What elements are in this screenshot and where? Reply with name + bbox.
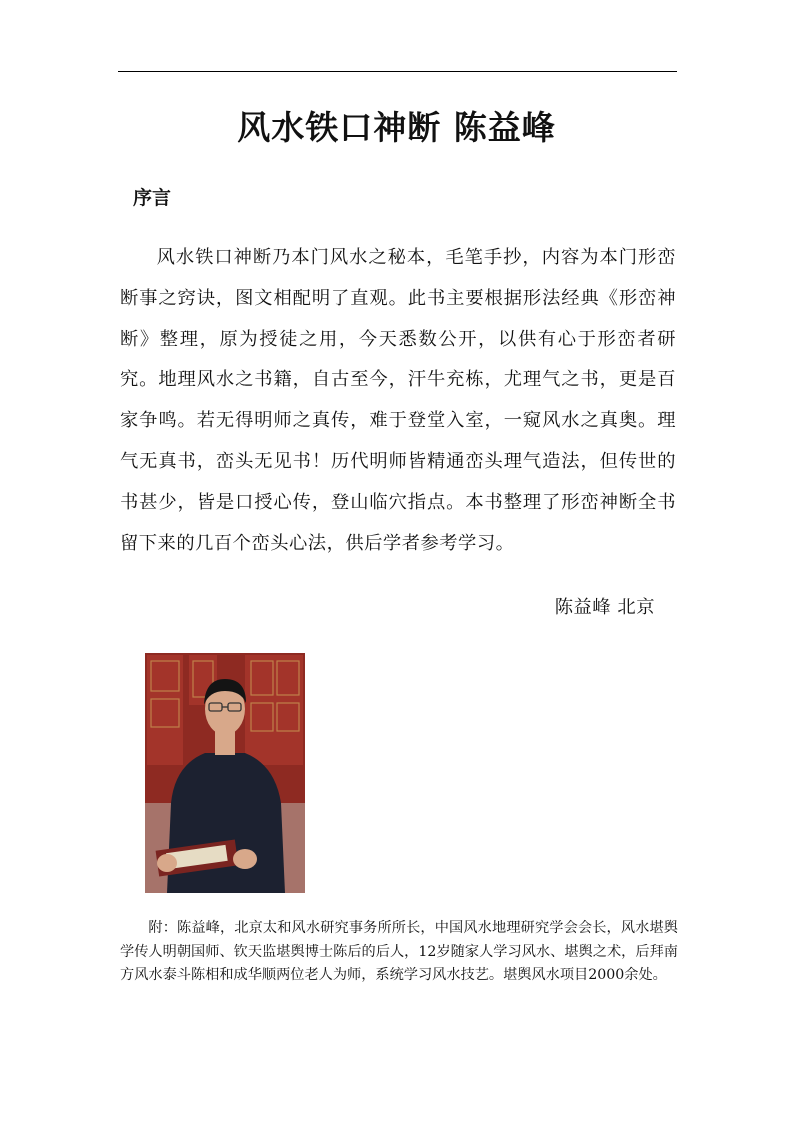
document-title: 风水铁口神断 陈益峰 [237, 108, 556, 147]
preface-paragraph: 风水铁口神断乃本门风水之秘本，毛笔手抄，内容为本门形峦断事之窍诀，图文相配明了直观。此书主要根据形法经典《形峦神断》整理，原为授徒之用，今天悉数公开，以供有心于形峦者研究。地理风水之书籍，自古至今，汗牛充栋，尤理气之书，更是百家争鸣。若无得明师之真传，难于登堂入室，一窥风水之真奥。理气无真书，峦头无见书！历代明师皆精通峦头理气造法，但传世的书甚少，皆是口授心传，登山临穴指点。本书整理了形峦神断全书留下来的几百个峦头心法，供后学者参考学习。 [120, 247, 676, 554]
photo-door-left [147, 655, 183, 765]
header-rule [118, 71, 677, 72]
photo-door-right [245, 655, 303, 765]
photo-hand-right [233, 849, 257, 869]
author-photo [145, 653, 305, 893]
author-portrait-image [145, 653, 305, 893]
photo-hand-left [157, 854, 177, 872]
author-bio-note: 附：陈益峰，北京太和风水研究事务所所长，中国风水地理研究学会会长，风水堪舆学传人明朝国师、钦天监堪舆博士陈后的后人，12岁随家人学习风水、堪舆之术，后拜南方风水泰斗陈相和成华顺两位老人为师，系统学习风水技艺。堪舆风水项目2000余处。 [120, 920, 678, 983]
signature-line: 陈益峰 北京 [554, 597, 655, 618]
section-heading: 序言 [133, 187, 172, 209]
